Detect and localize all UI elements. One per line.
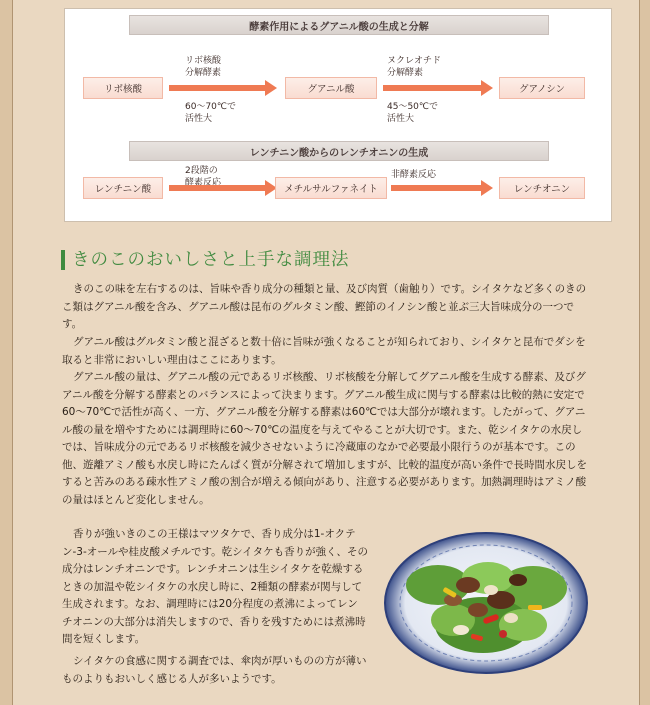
box-lenthionine: レンチオニン: [499, 177, 585, 199]
paragraph-2: グアニル酸はグルタミン酸と混ざると数十倍に旨味が強くなることが知られており、シイタケと昆布でダシを取ると非常においしい理由はここにあります。: [62, 336, 586, 366]
enzyme-label-1-line1: リボ核酸: [185, 56, 222, 66]
reaction-label-2: 非酵素反応: [391, 170, 437, 180]
enzyme-label-2-line2: 分解酵素: [387, 68, 424, 78]
mushroom-salad-image: [383, 530, 589, 676]
condition-label-1-line2: 活性大: [185, 114, 213, 124]
box-lentinic-acid: レンチニン酸: [83, 177, 163, 199]
enzyme-diagram: [64, 8, 612, 222]
enzyme-label-1-line2: 分解酵素: [185, 68, 222, 78]
enzyme-label-1: [185, 55, 221, 79]
condition-label-1: [185, 101, 236, 125]
condition-label-2-line2: 活性大: [387, 114, 415, 124]
arrow-icon: [169, 78, 279, 98]
condition-label-2: [387, 101, 438, 125]
arrow-icon: [169, 178, 279, 198]
arrow-icon: [383, 78, 495, 98]
enzyme-label-2-line1: ヌクレオチド: [387, 56, 442, 66]
enzyme-label-2: [387, 55, 441, 79]
heading-accent-bar: [61, 250, 65, 270]
diagram2-title: レンチニン酸からのレンチオニンの生成: [129, 141, 549, 161]
box-ribonucleic-acid: リボ核酸: [83, 77, 163, 99]
paragraph-3: グアニル酸の量は、グアニル酸の元であるリボ核酸、リボ核酸を分解してグアニル酸を生成する酵素、及びグアニル酸を分解する酵素とのバランスによって決まります。グアニル酸生成に関与する酵素は比較的熱に安定で60～70℃で活性が高く、一方、グアニル酸を分解する酵素は60℃では大部分が壊れます。したがって、グアニル酸の量を増やすためには調理時に60～70℃の温度を与えてやることが大切です。また、乾シイタケの水戻しでは、旨味成分の元であるリボ核酸を減少させないように冷蔵庫のなかで必要最小限行うのが基本です。この他、遊離アミノ酸も水戻し時にたんぱく質が分解されて増加しますが、比較的温度が高い条件で長時間水戻しをすると苦みのある疎水性アミノ酸の割合が増える傾向があり、注意する必要があります。加熱調理時はアミノ酸の量はほとんど変化しません。: [62, 371, 587, 506]
paragraph-5: シイタケの食感に関する調査では、傘肉が厚いものの方が薄いものよりもおいしく感じる人が多いようです。: [62, 655, 367, 685]
paragraph-4: 香りが強いきのこの王様はマツタケで、香り成分は1-オクテン-3-オールや桂皮酸メチルです。乾シイタケも香りが強く、その成分はレンチオニンです。レンチオニンは生シイタケを乾燥するときの加温や乾シイタケの水戻し時に、2種類の酵素が関与して生成されます。なお、調理時には20分程度の煮沸によってレンチオニンの大部分は消失しますので、香りを残すためには煮沸時間を短くします。: [62, 528, 368, 645]
paragraph-1: きのこの味を左右するのは、旨味や香り成分の種類と量、及び肉質（歯触り）です。シイタケなど多くのきのこ類はグアニル酸を含み、グアニル酸は昆布のグルタミン酸、鰹節のイノシン酸と並ぶ三大旨味成分の一つです。: [62, 283, 587, 330]
reaction-label-1-line2: 酵素反応: [185, 178, 222, 188]
reaction-label-1-line1: 2段階の: [185, 166, 218, 176]
section-heading: きのこのおいしさと上手な調理法: [72, 250, 350, 270]
condition-label-1-line1: 60～70℃で: [185, 102, 237, 112]
box-guanylic-acid: グアニル酸: [285, 77, 377, 99]
box-guanosine: グアノシン: [499, 77, 585, 99]
condition-label-2-line1: 45～50℃で: [387, 102, 439, 112]
diagram1-title: 酵素作用によるグアニル酸の生成と分解: [129, 15, 549, 35]
arrow-icon: [391, 178, 495, 198]
box-methylsulfinate: メチルサルファネイト: [275, 177, 387, 199]
